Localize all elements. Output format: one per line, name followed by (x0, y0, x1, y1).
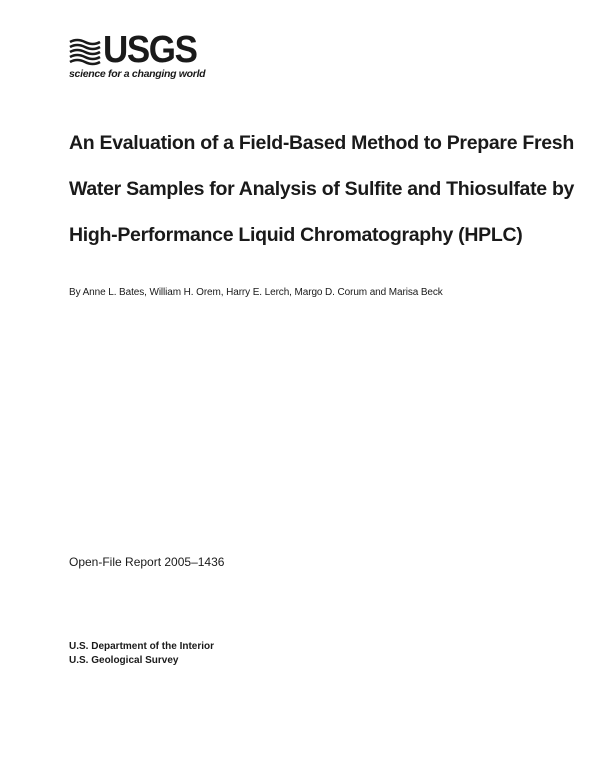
usgs-wave-icon (69, 36, 101, 66)
usgs-wordmark: USGS (103, 29, 197, 71)
usgs-tagline: science for a changing world (69, 68, 206, 80)
survey-name: U.S. Geological Survey (69, 655, 179, 666)
title-line-3: High-Performance Liquid Chromatography (HPLC) (69, 224, 523, 246)
title-line-1: An Evaluation of a Field-Based Method to Prepare Fresh (69, 132, 574, 154)
usgs-logo (69, 29, 206, 82)
agency-block (69, 640, 214, 668)
department-name: U.S. Department of the Interior (69, 641, 215, 652)
report-number: Open-File Report 2005–1436 (69, 555, 225, 569)
authors-line: By Anne L. Bates, William H. Orem, Harry E. Lerch, Margo D. Corum and Marisa Beck (69, 287, 443, 298)
title-line-2: Water Samples for Analysis of Sulfite and Thiosulfate by (69, 178, 575, 200)
report-title (69, 120, 575, 258)
